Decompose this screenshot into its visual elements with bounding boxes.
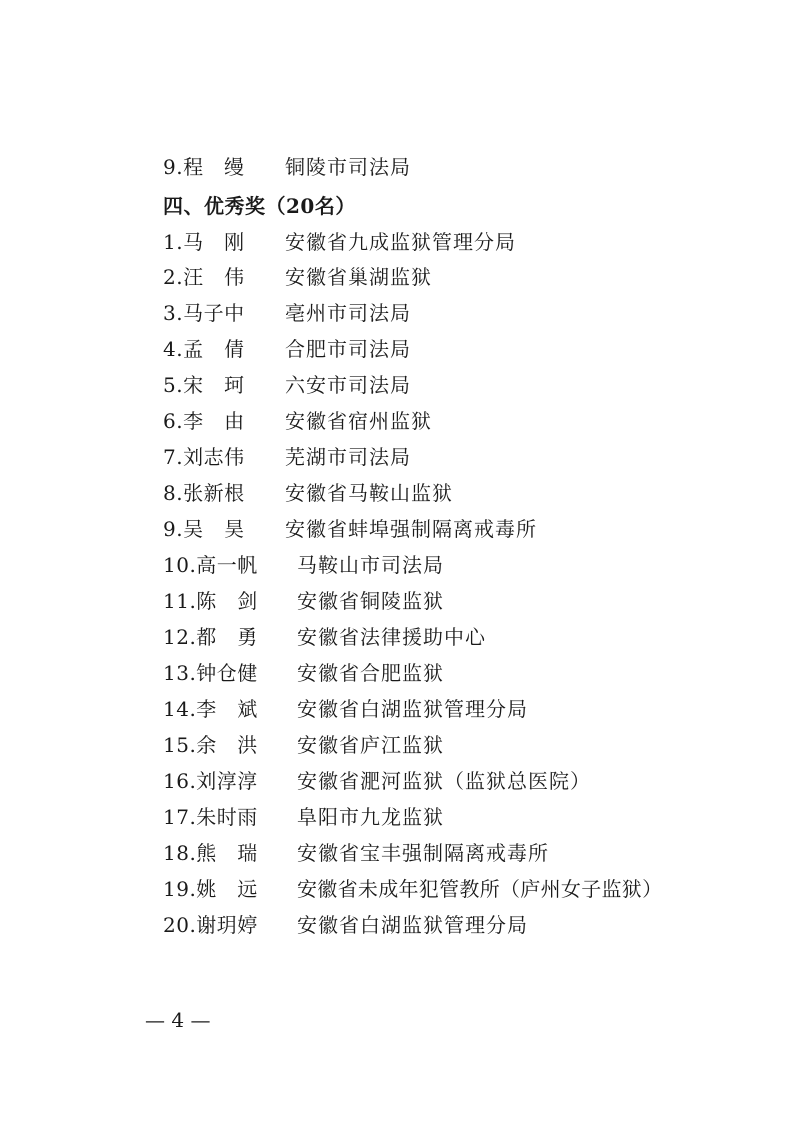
entry-name: 9.吴 昊: [163, 517, 245, 541]
list-item: [163, 513, 537, 545]
entry-organization: 安徽省白湖监狱管理分局: [297, 913, 528, 937]
list-item: [163, 585, 444, 617]
list-item: [163, 837, 549, 869]
entry-name: 5.宋 珂: [163, 373, 245, 397]
list-item: [163, 909, 528, 941]
list-item: [163, 765, 591, 797]
entry-organization: 芜湖市司法局: [285, 445, 411, 469]
section-heading: 四、优秀奖（20名）: [163, 194, 356, 218]
entry-name: 9.程 缦: [163, 155, 245, 179]
list-item: [163, 801, 444, 833]
entry-organization: 阜阳市九龙监狱: [297, 805, 444, 829]
entry-organization: 铜陵市司法局: [285, 155, 411, 179]
list-item: [163, 333, 411, 365]
entry-name: 18.熊 瑞: [163, 841, 258, 865]
list-item: [163, 657, 444, 689]
entry-name: 6.李 由: [163, 409, 245, 433]
entry-name: 12.都 勇: [163, 625, 258, 649]
entry-organization: 安徽省宝丰强制隔离戒毒所: [297, 841, 549, 865]
entry-name: 14.李 斌: [163, 697, 258, 721]
entry-name: 7.刘志伟: [163, 445, 245, 469]
entry-name: 4.孟 倩: [163, 337, 245, 361]
list-item: [163, 873, 663, 905]
list-item: [163, 441, 411, 473]
entry-organization: 六安市司法局: [285, 373, 411, 397]
entry-organization: 安徽省巢湖监狱: [285, 265, 432, 289]
entry-name: 10.高一帆: [163, 553, 258, 577]
entry-organization: 安徽省铜陵监狱: [297, 589, 444, 613]
entry-name: 13.钟仓健: [163, 661, 258, 685]
entry-organization: 安徽省马鞍山监狱: [285, 481, 453, 505]
list-item: [163, 729, 444, 761]
entry-name: 8.张新根: [163, 481, 245, 505]
entry-organization: 安徽省法律援助中心: [297, 625, 486, 649]
list-item: [163, 477, 453, 509]
entry-name: 16.刘淳淳: [163, 769, 258, 793]
list-item: [163, 261, 432, 293]
list-item: [163, 549, 444, 581]
entry-name: 3.马子中: [163, 301, 245, 325]
entry-organization: 亳州市司法局: [285, 301, 411, 325]
entry-name: 15.余 洪: [163, 733, 258, 757]
entry-organization: 安徽省蚌埠强制隔离戒毒所: [285, 517, 537, 541]
entry-name: 19.姚 远: [163, 877, 258, 901]
entry-organization: 安徽省合肥监狱: [297, 661, 444, 685]
list-item: [163, 297, 411, 329]
entry-organization: 安徽省宿州监狱: [285, 409, 432, 433]
entry-organization: 合肥市司法局: [285, 337, 411, 361]
list-item: [163, 405, 432, 437]
previous-award-entry: [163, 151, 411, 183]
entry-name: 2.汪 伟: [163, 265, 245, 289]
entry-name: 1.马 刚: [163, 230, 245, 254]
page-number: — 4 —: [145, 1008, 211, 1032]
entry-name: 17.朱时雨: [163, 805, 258, 829]
entry-organization: 安徽省白湖监狱管理分局: [297, 697, 528, 721]
entry-name: 20.谢玥婷: [163, 913, 258, 937]
entry-organization: 安徽省庐江监狱: [297, 733, 444, 757]
list-item: [163, 693, 528, 725]
entry-organization: 安徽省未成年犯管教所（庐州女子监狱）: [297, 877, 663, 901]
list-item: [163, 369, 411, 401]
entry-organization: 安徽省九成监狱管理分局: [285, 230, 516, 254]
list-item: [163, 226, 516, 258]
entry-organization: 安徽省淝河监狱（监狱总医院）: [297, 769, 591, 793]
entry-name: 11.陈 剑: [163, 589, 258, 613]
entry-organization: 马鞍山市司法局: [297, 553, 444, 577]
list-item: [163, 621, 486, 653]
